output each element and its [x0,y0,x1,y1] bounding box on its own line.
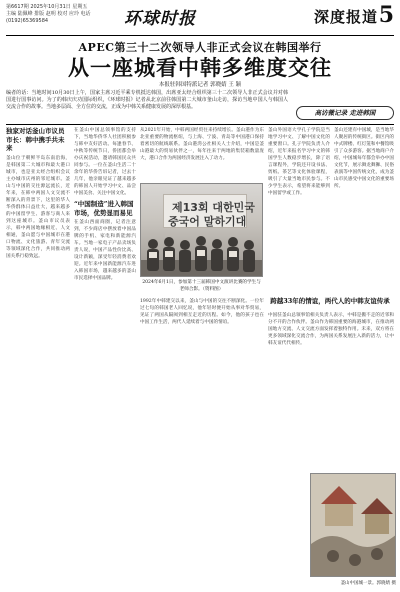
editor-note: 编者的话：当地时间10月30日上午，国家主席习近平乘专机抵达韩国，出席亚太经合组织第三十二次领导人非正式会议并对韩国进行国事访问。为了的韩庆庆功国际组织，《环球时报》记者从北京前往韩国第二大城市釜山走访，探访当地中国人与韩国人交流合作的故事。当地多层面、全方位的交流，正成为中韩关系健康发展的深厚根基。 [6,90,288,111]
column-3-lower [140,298,264,583]
event-photo [140,183,263,277]
photo-banner [163,194,255,228]
subheading-3: 跨越33年的情谊，两代人的中韩友谊传承 [270,297,390,305]
column-1-text: 釜山位于朝鲜半岛东南沿海，是韩国第二大城市和最大港口城市，也是亚太经合组织会议主办城市庆州的邻近城市。釜山与中国的交往源远流长，近年来，在韩中两国人文交流不断深入的背景下，这里的华人华侨群体日益壮大，越来越多的中国留学生、游客与商人来到这座城市。釜山市议员表示，韩中两国地缘相近、人文相通，釜山愿与中国城市在港口物流、文化旅游、青年交流等领域深化合作，共同推动两国关系行稳致远。 [6,155,70,259]
headline: 从一座城看中韩多维度交往 [68,56,332,80]
students-group-image [141,230,262,276]
column-4 [268,127,330,293]
column-5 [334,127,394,293]
column-2 [74,127,136,587]
column-3 [140,127,264,181]
chinatown-mural-photo [310,473,396,577]
photo-caption: 2024年6月1日，参加第十三届韩国中文演讲比赛的学生与老师合影。（资料图） [142,280,261,292]
feature-badge: 高访微记录 走进韩国 [296,106,394,120]
column-2-text: 在釜山中国总领事馆的支持下，当地华侨华人社团积极参与韩中友好活动。每逢春节、中秋等传统节日，侨团都会举办庆祝活动，邀请韩国民众共同参与。一位在釜山生活二十余年的华侨告诉记者，过去十几年，他亲眼见证了越来越多的韩国人开始学习中文、品尝中国美食、关注中国文化。 [74,128,136,196]
mural-image [311,474,396,577]
banner-line-1: 제13회 대한민국 [172,201,255,214]
column-3-lower-text: 1992年中韩建交以来，釜山与中国的交往不断深化。一位年过七旬的韩国老人回忆说，他年轻时便开始从事对华贸易，见证了两国从隔阂到相互走近的历程。如今，他的孩子也在中国工作生活，两代人延续着与中国的情谊。 [140,299,264,325]
masthead-rule [6,35,394,36]
column-6-text: 中国驻釜山总领事馆相关负责人表示，中韩是搬不走的近邻和分不开的合作伙伴。釜山作为韩国重要的海港城市，在推动两国地方交流、人文交流方面发挥着独特作用。未来，双方将在更多领域深化交流合作，为两国关系发展注入新的活力，让中韩友谊代代相传。 [268,313,394,346]
column-2-text-2: 在釜山西面商圈，记者注意到，不少商店中摆放着中国品牌的手机、家电和新能源汽车。当地一家电子产品卖场负责人说，中国产品性价比高、设计新颖，深受年轻消费者欢迎。近年来中国新能源汽车进入韩国市场，越来越多的釜山市民选择中国品牌。 [74,220,136,281]
masthead [6,4,394,36]
byline: 本报驻韩国特派记者 郭晓婧 王 颖 [158,82,242,88]
newspaper-logo: 环球时报 [124,9,196,29]
editor-info: 主编 陆佩峰 排版 赵明 校对 应玲 电话(0192)65369584 [6,11,91,24]
banner-line-2: 중국어 말하기대 [168,215,247,228]
issue-date: 第6617期 2025年10月31日 星期五 [6,4,88,10]
issue-meta [6,4,126,25]
lead-rule [6,124,394,125]
page-number: 5 [378,2,394,28]
kicker: APEC第三十二次领导人非正式会议在韩国举行 [78,41,322,54]
column-5-text: 釜山还建有中国城，是当地华人聚居的传统街区。街区内的中式牌楼、红灯笼和中餐馆吸引了众多游客。据当地商户介绍，中国城每年都会举办中国文化节，展示舞龙舞狮、民俗表演等中国传统文化，成为釜山市民感受中国文化的重要场所。 [334,128,394,189]
subheading-1: 独家对话釜山市议员市长：韩中携手共未来 [6,127,65,152]
subheading-2: “中国制造”进入韩国市场，优势显而易见 [74,200,134,217]
mural-caption: 釜山中国城一景。郭晓婧 摄 [340,581,396,586]
column-4-text: 釜山外国语大学孔子学院是当地学习中文、了解中国文化的重要窗口。孔子学院负责人介绍，近年来报名学习中文的韩国学生人数稳步增长，除了语言课程外，学院还开设书法、剪纸、茶艺等文化体验课程，吸引了大量当地市民参与。不少学生表示，希望将来能够到中国留学或工作。 [268,128,330,196]
column-3-text: 从2021年开始，中韩两国经贸往来持续增长。釜山港作为东北亚重要的物流枢纽，与上海、宁波、青岛等中国港口保持着密切的航线联系。釜山港湾公社相关人士介绍，中国是釜山港最大的贸易伙伴之一，每年往来于两地的集装箱数量庞大，港口合作为两国经济发展注入了动力。 [140,128,264,161]
section-title: 深度报道 [313,8,378,26]
column-1 [6,127,70,587]
column-6 [268,312,394,468]
